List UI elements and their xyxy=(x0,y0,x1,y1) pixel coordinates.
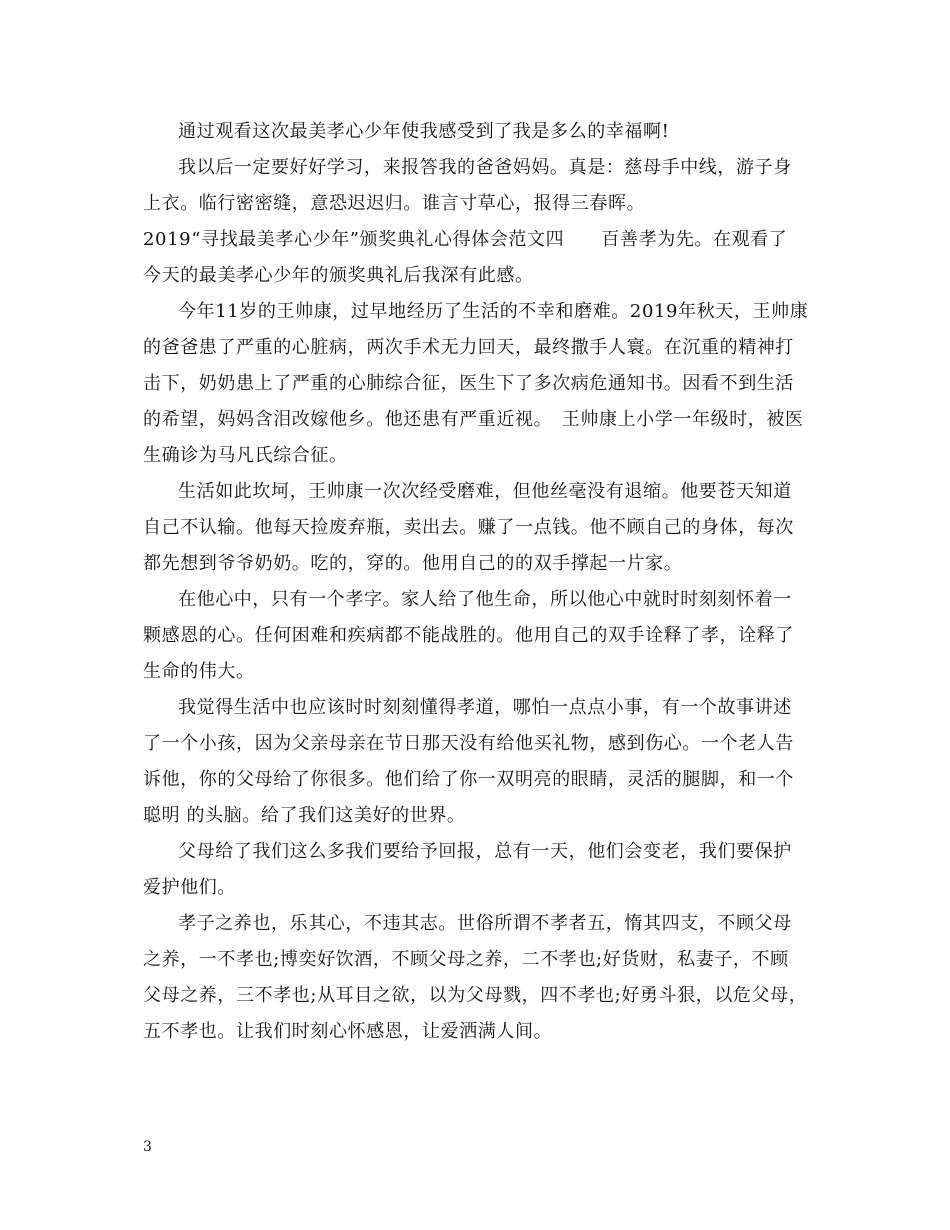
text-line: 孝子之养也，乐其心，不违其志。世俗所谓不孝者五，惰其四支，不顾父母 xyxy=(178,913,792,934)
text-line: 生活如此坎坷，王帅康一次次经受磨难，但他丝毫没有退缩。他要苍天知道 xyxy=(178,481,792,502)
text-line: 之养，一不孝也;博奕好饮酒，不顾父母之养，二不孝也;好货财，私妻子，不顾 xyxy=(143,949,789,970)
text-line: 的爸爸患了严重的心脏病，两次手术无力回天，最终撒手人寰。在沉重的精神打 xyxy=(143,337,794,358)
text-line: 在他心中，只有一个孝字。家人给了他生命，所以他心中就时时刻刻怀着一 xyxy=(178,589,792,610)
text-line: 我以后一定要好好学习，来报答我的爸爸妈妈。真是：慈母手中线，游子身 xyxy=(178,157,792,178)
text-line: 我觉得生活中也应该时时刻刻懂得孝道，哪怕一点点小事，有一个故事讲述 xyxy=(178,697,792,718)
text-line: 父母给了我们这么多我们要给予回报，总有一天，他们会变老，我们要保护 xyxy=(178,841,792,862)
text-line: 击下，奶奶患上了严重的心肺综合征，医生下了多次病危通知书。因看不到生活 xyxy=(143,373,794,394)
text-line: 都先想到爷爷奶奶。吃的，穿的。他用自己的的双手撑起一片家。 xyxy=(143,553,683,574)
text-line: 的希望，妈妈含泪改嫁他乡。他还患有严重近视。 王帅康上小学一年级时，被医 xyxy=(143,409,804,430)
page-number: 3 xyxy=(143,1139,152,1155)
text-line: 生命的伟大。 xyxy=(143,661,255,682)
text-line: 五不孝也。让我们时刻心怀感恩，让爱洒满人间。 xyxy=(143,1021,553,1042)
text-line: 了一个小孩，因为父亲母亲在节日那天没有给他买礼物，感到伤心。一个老人告 xyxy=(143,733,794,754)
text-line: 父母之养，三不孝也;从耳目之欲，以为父母戮，四不孝也;好勇斗狠，以危父母， xyxy=(143,985,808,1006)
text-line: 通过观看这次最美孝心少年使我感受到了我是多么的幸福啊! xyxy=(178,121,670,142)
text-line: 今天的最美孝心少年的颁奖典礼后我深有此感。 xyxy=(143,265,534,286)
text-line: 上衣。临行密密缝，意恐迟迟归。谁言寸草心，报得三春晖。 xyxy=(143,193,646,214)
text-line: 2019“寻找最美孝心少年”颁奖典礼心得体会范文四 百善孝为先。在观看了 xyxy=(143,229,788,250)
text-line: 自己不认输。他每天捡废弃瓶，卖出去。赚了一点钱。他不顾自己的身体，每次 xyxy=(143,517,794,538)
text-line: 生确诊为马凡氏综合征。 xyxy=(143,445,348,466)
text-line: 聪明 的头脑。给了我们这美好的世界。 xyxy=(143,805,466,826)
text-line: 颗感恩的心。任何困难和疾病都不能战胜的。他用自己的双手诠释了孝，诠释了 xyxy=(143,625,794,646)
text-line: 诉他，你的父母给了你很多。他们给了你一双明亮的眼睛，灵活的腿脚，和一个 xyxy=(143,769,794,790)
text-line: 爱护他们。 xyxy=(143,877,236,898)
text-line: 今年11岁的王帅康，过早地经历了生活的不幸和磨难。2019年秋天，王帅康 xyxy=(178,301,809,322)
